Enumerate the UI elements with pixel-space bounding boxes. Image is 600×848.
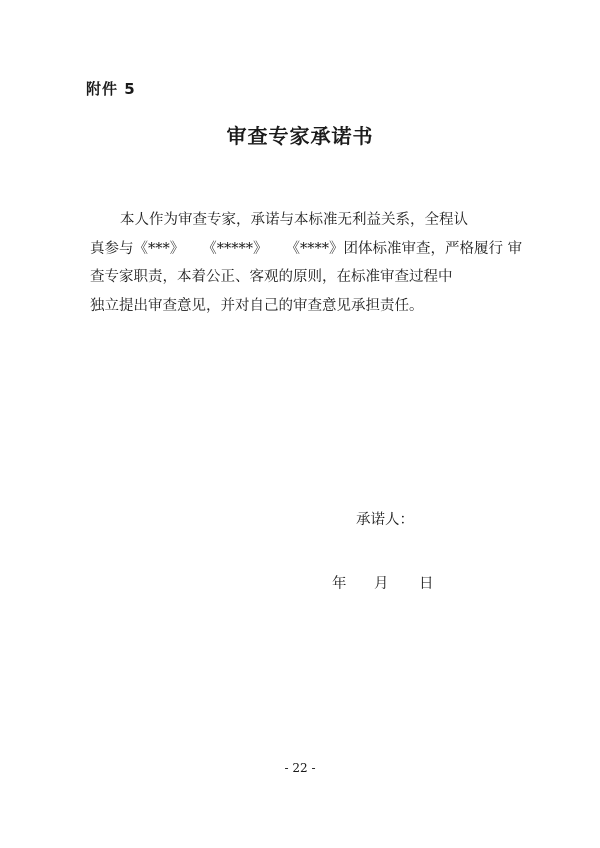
date-day-label: 日 (419, 576, 434, 592)
attachment-label: 附件 5 (86, 80, 136, 98)
standard-name-2: 《*****》 (202, 240, 268, 257)
body-line-1: 本人作为审查专家，承诺与本标准无利益关系，全程认 (120, 212, 468, 228)
standard-name-3-and-text: 《****》团体标准审查，严格履行 审 (285, 240, 523, 257)
signer-label: 承诺人： (356, 512, 414, 528)
body-line-2 (90, 235, 523, 264)
standard-name-1: 真参与《***》 (90, 240, 185, 257)
date-year-label: 年 (332, 576, 347, 592)
body-paragraph (90, 206, 523, 320)
body-line-4: 独立提出审查意见，并对自己的审查意见承担责任。 (90, 297, 424, 314)
date-month-label: 月 (374, 576, 389, 592)
date-line (332, 572, 434, 593)
body-line-3: 查专家职责，本着公正、客观的原则，在标准审查过程中 (90, 269, 453, 285)
page-number: - 22 - (284, 761, 316, 775)
document-title: 审查专家承诺书 (226, 124, 374, 148)
